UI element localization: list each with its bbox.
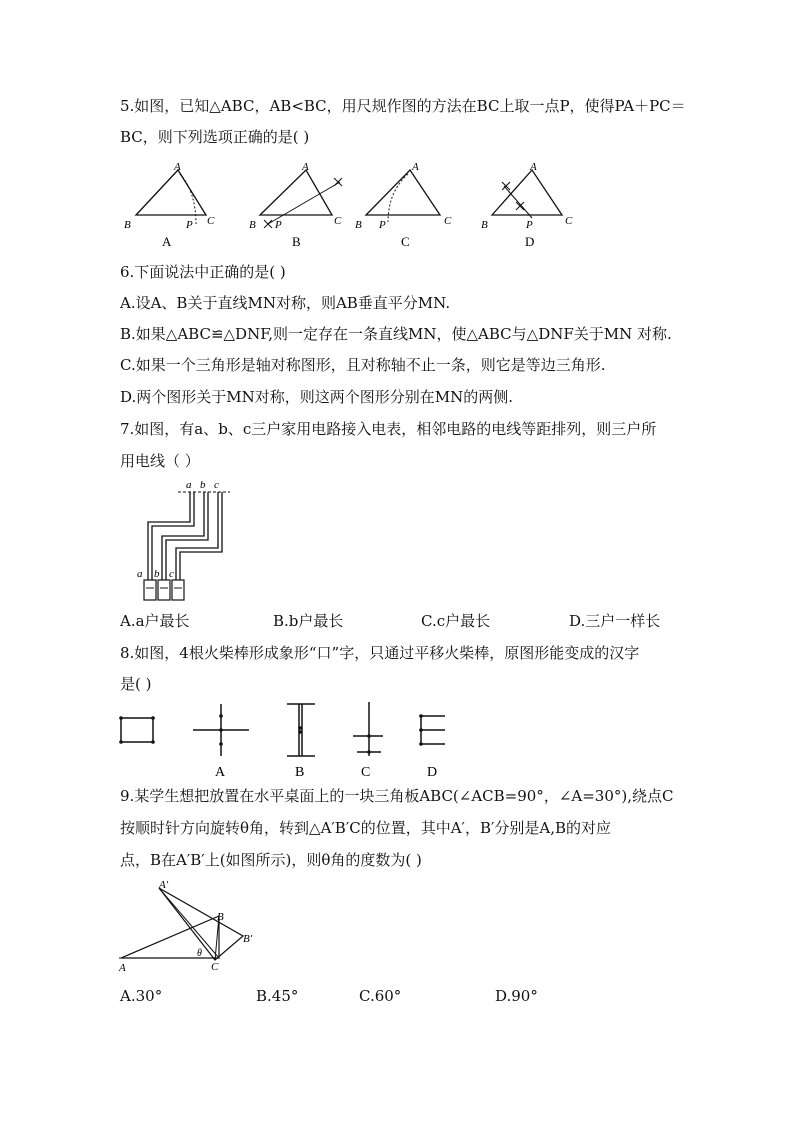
q8-figure-a — [193, 704, 249, 780]
q8-caption-c: C — [361, 765, 371, 780]
q5-figure-a — [124, 161, 215, 249]
q9-option-a: A.30° — [120, 987, 163, 1005]
q8-stem-line2: 是( ) — [120, 675, 152, 693]
q7-meter-label-c: c — [169, 568, 174, 580]
q7-meter-label-b: b — [154, 568, 160, 580]
q8-figure-d — [419, 714, 445, 780]
q5c-label-b: B — [355, 219, 362, 231]
q5d-caption: D — [525, 234, 535, 249]
q9-label-theta: θ — [197, 948, 202, 959]
q8-figure-b — [287, 704, 315, 780]
q9-label-a-prime: A′ — [159, 879, 169, 891]
q9-label-a: A — [119, 962, 126, 974]
q5c-label-c: C — [444, 215, 452, 227]
q8-figure-c — [353, 702, 383, 780]
q7-circuit-figure — [130, 476, 240, 604]
q5b-label-p: P — [275, 219, 282, 231]
q5a-label-c: C — [207, 215, 215, 227]
q7-option-a: A.a户最长 — [120, 612, 190, 630]
q7-meter-label-a: a — [137, 568, 143, 580]
q5-stem-line2: BC，则下列选项正确的是( ) — [120, 128, 310, 146]
q6-option-d: D.两个图形关于MN对称，则这两个图形分别在MN的两侧. — [120, 388, 513, 406]
q6-option-a: A.设A、B关于直线MN对称，则AB垂直平分MN. — [120, 294, 451, 312]
q5c-label-p: P — [379, 219, 386, 231]
q7-stem-line1: 7.如图，有a、b、c三户家用电路接入电表，相邻电路的电线等距排列，则三户所 — [120, 420, 657, 438]
q5b-label-a: A — [302, 161, 309, 173]
q6-stem: 6.下面说法中正确的是( ) — [120, 263, 286, 281]
q5-figure-d — [481, 161, 573, 249]
q5d-label-c: C — [565, 215, 573, 227]
q9-option-b: B.45° — [256, 987, 299, 1005]
q7-top-label-a: a — [186, 479, 192, 491]
q8-caption-d: D — [427, 765, 438, 780]
q5b-caption: B — [292, 234, 301, 249]
q5a-label-a: A — [174, 161, 181, 173]
q6-option-c: C.如果一个三角形是轴对称图形，且对称轴不止一条，则它是等边三角形. — [120, 356, 606, 374]
q7-option-c: C.c户最长 — [421, 612, 491, 630]
q9-option-d: D.90° — [495, 987, 538, 1005]
q5b-label-b: B — [249, 219, 256, 231]
q9-stem-line3: 点，B在A′B′上(如图所示)，则θ角的度数为( ) — [120, 851, 422, 869]
q9-label-c: C — [211, 961, 219, 973]
q9-option-c: C.60° — [359, 987, 402, 1005]
q5a-label-p: P — [186, 219, 193, 231]
q5-stem-line1: 5.如图，已知△ABC，AB<BC，用尺规作图的方法在BC上取一点P，使得PA＋PC＝ — [120, 97, 686, 115]
q7-stem-line2: 用电线（ ） — [120, 452, 200, 470]
q7-top-label-c: c — [214, 479, 219, 491]
q5d-label-p: P — [526, 219, 533, 231]
q7-option-d: D.三户一样长 — [569, 612, 661, 630]
q5-figures — [118, 158, 698, 250]
q7-top-label-b: b — [200, 479, 206, 491]
q9-label-b: B — [217, 911, 224, 923]
q9-stem-line2: 按顺时针方向旋转θ角，转到△A′B′C的位置，其中A′，B′分别是A,B的对应 — [120, 819, 612, 837]
q8-caption-a: A — [215, 765, 226, 780]
q5d-label-a: A — [530, 161, 537, 173]
q8-caption-b: B — [295, 765, 305, 780]
q8-matchstick-figures — [115, 698, 455, 780]
q6-option-b: B.如果△ABC≌△DNF,则一定存在一条直线MN，使△ABC与△DNF关于MN 对称. — [120, 325, 672, 343]
q5-figure-b — [249, 161, 342, 249]
q8-original-square — [119, 716, 155, 744]
q9-stem-line1: 9.某学生想把放置在水平桌面上的一块三角板ABC(∠ACB=90°，∠A=30°),绕点C — [120, 787, 674, 805]
q9-rotation-figure — [115, 876, 265, 980]
q5d-label-b: B — [481, 219, 488, 231]
q5c-label-a: A — [412, 161, 419, 173]
q8-stem-line1: 8.如图，4根火柴棒形成象形“口”字，只通过平移火柴棒，原图形能变成的汉字 — [120, 644, 640, 662]
q5a-caption: A — [162, 234, 172, 249]
q7-option-b: B.b户最长 — [273, 612, 344, 630]
q5b-label-c: C — [334, 215, 342, 227]
q5-figure-c — [355, 161, 452, 249]
q5a-label-b: B — [124, 219, 131, 231]
q9-label-b-prime: B′ — [243, 933, 253, 945]
q5c-caption: C — [401, 234, 410, 249]
